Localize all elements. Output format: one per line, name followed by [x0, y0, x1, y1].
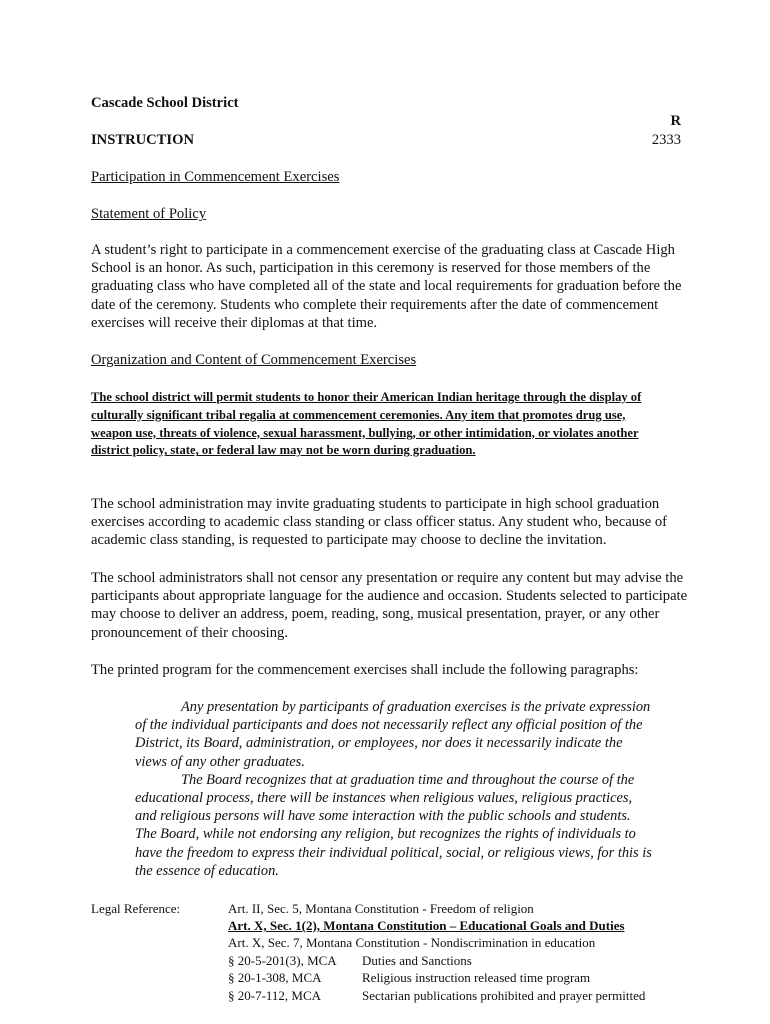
statement-heading: Statement of Policy — [91, 206, 207, 222]
policy-code-letter: R — [670, 113, 681, 129]
quote-religion: The Board recognizes that at graduation time and throughout the course of the educational process, there will be instances when religious values, religious practices, and religious persons will have some interaction with the public schools and students. The Board, while not endorsing any religion, but recognizes the rights of individuals to have the freedom to express their individual political, social, or religious views, for this is the essence of education. — [135, 771, 652, 879]
legal-reference-label: Legal Reference: — [91, 901, 181, 916]
quote-presentation: Any presentation by participants of graduation exercises is the private expression of the individual participants and does not necessarily reflect any official position of the District, its Board, administration, or employees, nor does it necessarily indicate the views of any other graduates. — [135, 699, 651, 770]
legal-ref-row — [228, 952, 708, 969]
program-quote — [135, 698, 655, 880]
legal-ref-row — [228, 987, 708, 1004]
legal-description: Duties and Sanctions — [362, 953, 472, 968]
legal-citation: § 20-5-201(3), MCA — [228, 953, 337, 968]
document-title: Participation in Commencement Exercises — [91, 169, 340, 185]
censorship-paragraph: The school administrators shall not censor any presentation or require any content but may advise the participants about appropriate language for the audience and occasion. Students selected to participate may choose to deliver an address, poem, reading, song, musical presentation, prayer, or any other pronouncement of their choosing. — [91, 570, 688, 641]
regalia-paragraph: The school district will permit students to honor their American Indian heritage through the display of culturally significant tribal regalia at commencement ceremonies. Any item that promotes drug use, weapon use, threats of violence, sexual harassment, bullying, or other intimidation, or violates another district policy, state, or federal law may not be worn during graduation. — [91, 390, 642, 458]
legal-citation: Art. II, Sec. 5, Montana Constitution - Freedom of religion — [228, 901, 534, 916]
legal-citation: § 20-7-112, MCA — [228, 988, 322, 1003]
legal-ref-row — [228, 969, 708, 986]
legal-citation: § 20-1-308, MCA — [228, 970, 322, 985]
legal-ref-row — [228, 900, 708, 917]
legal-description: Sectarian publications prohibited and prayer permitted — [362, 988, 646, 1003]
legal-ref-row — [228, 917, 708, 934]
district-name: Cascade School District — [91, 95, 239, 111]
legal-description: Religious instruction released time program — [362, 970, 591, 985]
legal-citation: Art. X, Sec. 7, Montana Constitution - Nondiscrimination in education — [228, 935, 596, 950]
legal-citation: Art. X, Sec. 1(2), Montana Constitution – Educational Goals and Duties — [228, 918, 625, 933]
policy-number: 2333 — [651, 132, 681, 148]
invitation-paragraph: The school administration may invite graduating students to participate in high school graduation exercises according to academic class standing or class officer status. Any student who, because of academic class standing, is requested to participate may choose to decline the invitation. — [91, 496, 667, 549]
statement-body: A student’s right to participate in a commencement exercise of the graduating class at Cascade High School is an honor. As such, participation in this ceremony is reserved for those members of the graduating class who have completed all of the state and local requirements for graduation before the date of the ceremony. Students who complete their requirements after the date of commencement exercises will receive their diplomas at that time. — [91, 242, 682, 331]
section-title: INSTRUCTION — [91, 132, 194, 148]
organization-heading: Organization and Content of Commencement Exercises — [91, 352, 417, 368]
program-paragraph: The printed program for the commencement exercises shall include the following paragraphs: — [91, 662, 639, 678]
legal-ref-row — [228, 934, 708, 951]
